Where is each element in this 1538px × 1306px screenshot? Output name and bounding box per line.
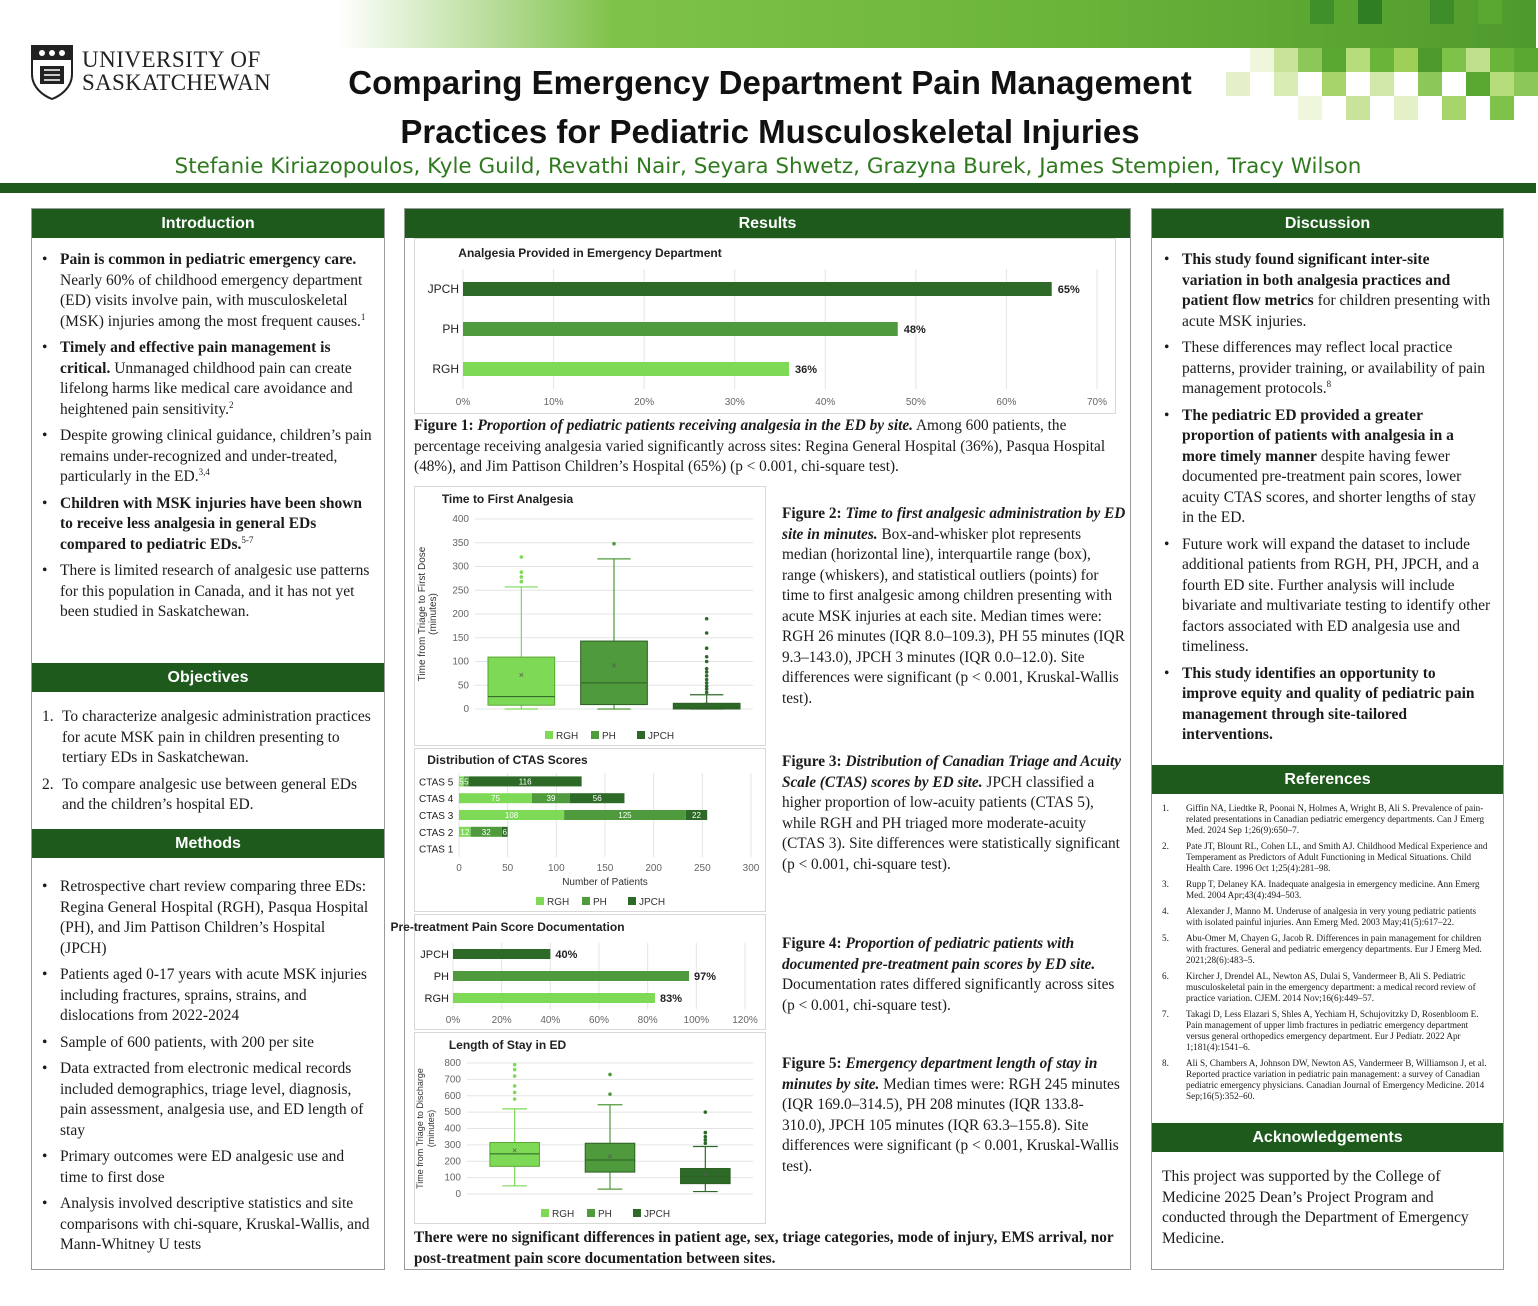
outlier-point — [608, 1092, 612, 1096]
data-label: 6 — [502, 827, 507, 837]
reference-number: 2. — [1162, 841, 1169, 851]
outlier-point — [704, 1138, 708, 1142]
acknowledgements-text: This project was supported by the College of Medicine 2025 Dean’s Project Program and conducted through the Department of Emergency Medicine. — [1162, 1168, 1469, 1247]
list-item: 1. To characterize analgesic administration practices for acute MSK pain in children presenting to tertiary EDs in Saskatchewan. — [42, 708, 371, 766]
outlier-point — [705, 660, 709, 664]
outlier-point — [520, 555, 524, 559]
list-item: • This study identifies an opportunity to improve equity and quality of pediatric pain management through site-tailored interventions. — [1182, 664, 1491, 746]
data-label: 75 — [491, 794, 500, 804]
reference-item — [1162, 1009, 1491, 1053]
data-label: 36% — [795, 364, 818, 376]
discussion-list — [1152, 250, 1503, 746]
outlier-point — [513, 1063, 517, 1067]
chart-title: Length of Stay in ED — [448, 1038, 567, 1052]
methods-list — [32, 877, 384, 1262]
tick-label: 50 — [457, 680, 469, 692]
legend-label: PH — [593, 897, 607, 908]
reference-item — [1162, 971, 1491, 1004]
category-label: RGH — [424, 993, 449, 1005]
legend-swatch — [591, 731, 599, 739]
outlier-point — [705, 681, 709, 685]
outlier-point — [705, 691, 709, 695]
tick-label: 40% — [815, 397, 836, 408]
outlier-point — [704, 1131, 708, 1135]
outlier-point — [705, 655, 709, 659]
tick-label: 120% — [732, 1015, 758, 1026]
bar — [453, 949, 550, 959]
chart-pain-score-documentation — [390, 914, 766, 1030]
results-footer-note: There were no significant differences in patient age, sex, triage categories, mode of injury, EMS arrival, nor post-treatment pain score documentation between sites. — [414, 1229, 1114, 1267]
outlier-point — [704, 1141, 708, 1145]
references-heading: References — [1152, 765, 1503, 794]
data-label: 39 — [546, 794, 556, 804]
tick-label: 0% — [455, 397, 471, 408]
reference-item — [1162, 841, 1491, 874]
legend-label: JPCH — [648, 731, 675, 742]
outlier-point — [513, 1091, 517, 1095]
bar — [453, 993, 655, 1003]
legend-swatch — [545, 731, 553, 739]
crest-icon — [30, 44, 74, 100]
right-column — [1151, 208, 1504, 1270]
outlier-point — [705, 678, 709, 682]
mean-marker: × — [704, 699, 710, 710]
tick-label: 50% — [905, 397, 926, 408]
legend-swatch — [587, 1209, 595, 1217]
category-label: CTAS 5 — [419, 777, 454, 789]
bar — [463, 362, 789, 376]
outlier-point — [705, 674, 709, 678]
outlier-point — [520, 580, 524, 584]
tick-label: 150 — [596, 863, 614, 874]
outlier-point — [705, 667, 709, 671]
tick-label: 250 — [693, 863, 711, 874]
tick-label: 800 — [444, 1058, 461, 1069]
legend-swatch — [541, 1209, 549, 1217]
tick-label: 100% — [683, 1015, 710, 1026]
chart-title: Pre-treatment Pain Score Documentation — [390, 920, 625, 934]
tick-label: 200 — [444, 1156, 461, 1168]
list-item: • Patients aged 0-17 years with acute MSK injuries including fractures, sprains, strains, and dislocations from 2022-2024 — [60, 965, 372, 1027]
list-item: • Analysis involved descriptive statistics and site comparisons with chi-square, Kruskal-Wallis, and Mann-Whitney U tests — [60, 1194, 372, 1256]
reference-text: Rupp T, Delaney KA. Inadequate analgesia in emergency medicine. Ann Emerg Med. 2004 Apr;43(4):494–503. — [1186, 879, 1480, 900]
list-item: • Data extracted from electronic medical records included demographics, triage level, diagnosis, pain assessment, analgesia use, and ED length of stay — [60, 1059, 372, 1141]
legend-label: PH — [602, 731, 616, 742]
list-item: • There is limited research of analgesic use patterns for this population in Canada, and it has not yet been studied in Saskatchewan. — [60, 561, 372, 623]
data-label: 48% — [903, 324, 926, 336]
authors: Stefanie Kiriazopoulos, Kyle Guild, Revathi Nair, Seyara Shwetz, Grazyna Burek, James Stempien, Tracy Wilson — [174, 154, 1362, 179]
introduction-list — [32, 250, 384, 623]
data-label: 116 — [518, 777, 532, 787]
reference-item — [1162, 1058, 1491, 1102]
category-label: CTAS 2 — [419, 827, 454, 839]
axis-label: Time from Triage to Discharge(minutes) — [415, 1068, 436, 1189]
outlier-point — [608, 1073, 612, 1077]
reference-number: 3. — [1162, 879, 1169, 889]
bar — [453, 971, 689, 981]
title-line2: Practices for Pediatric Musculoskeletal Injuries — [400, 113, 1140, 150]
legend-swatch — [628, 897, 636, 905]
reference-number: 7. — [1162, 1009, 1169, 1019]
category-label: JPCH — [427, 282, 459, 296]
category-label: PH — [433, 971, 449, 983]
tick-label: 0 — [456, 863, 462, 874]
legend-swatch — [536, 897, 544, 905]
reference-number: 4. — [1162, 906, 1169, 916]
category-label: PH — [442, 322, 459, 336]
introduction-heading: Introduction — [32, 209, 384, 238]
tick-label: 50 — [502, 863, 514, 874]
results-heading: Results — [405, 209, 1130, 238]
chart-analgesia-provided — [414, 238, 1116, 414]
axis-label: Time from Triage to First Dose(minutes) — [417, 546, 439, 682]
poster-title — [270, 58, 1270, 156]
list-item: • Retrospective chart review comparing three EDs: Regina General Hospital (RGH), Pasqua Hospital (PH), and Jim Pattison Children’s Hospital (JPCH) — [60, 877, 372, 959]
legend-label: RGH — [547, 897, 570, 908]
legend-label: PH — [598, 1209, 612, 1220]
outlier-point — [513, 1068, 517, 1072]
chart-title: Distribution of CTAS Scores — [427, 753, 588, 767]
category-label: CTAS 1 — [419, 844, 454, 856]
figure5-caption: Figure 5: Emergency department length of stay in minutes by site. Median times were: RGH 245 minutes (IQR 169.0–314.5), PH 208 minutes (IQR 133.8-310.0), JPCH 105 minutes (IQR 63.3–155.8). Site differences were significant (p < 0.001, Kruskal-Wallis test). — [782, 1055, 1120, 1175]
objectives-list — [32, 707, 384, 822]
tick-label: 500 — [444, 1107, 461, 1119]
tick-label: 0% — [445, 1015, 461, 1026]
university-name-line2: SASKATCHEWAN — [82, 70, 271, 95]
reference-number: 1. — [1162, 803, 1169, 813]
tick-label: 70% — [1086, 397, 1108, 408]
list-item: • Children with MSK injuries have been shown to receive less analgesia in general EDs compared to pediatric EDs.$^{5-7}$ — [60, 494, 372, 556]
tick-label: 400 — [452, 514, 469, 525]
box — [488, 657, 555, 705]
list-item: • Despite growing clinical guidance, children’s pain remains under-recognized and under-treated, particularly in the ED.$^{3,4}$ — [60, 426, 372, 488]
reference-text: Giffin NA, Liedtke R, Poonai N, Holmes A, Wright B, Ali S. Prevalence of pain-related presentations in Canadian pediatric emergency departments. Can J Emerg Med. 2024 Sep 1;26(9):650–7. — [1186, 803, 1485, 835]
tick-label: 60% — [996, 397, 1017, 408]
data-label: 32 — [481, 827, 491, 837]
left-column — [31, 208, 385, 1270]
title-line1: Comparing Emergency Department Pain Management — [348, 64, 1192, 101]
bar — [463, 282, 1052, 296]
list-item: • Future work will expand the dataset to include additional patients from RGH, PH, JPCH, and a fourth ED site. Further analysis will include bivariate and multivariate testing to identify other factors associated with ED analgesia use and timeliness. — [1182, 535, 1491, 658]
chart-time-to-analgesia — [414, 486, 766, 746]
tick-label: 700 — [444, 1074, 461, 1086]
outlier-point — [704, 1135, 708, 1139]
chart-length-of-stay — [414, 1032, 766, 1224]
outlier-point — [513, 1097, 517, 1101]
legend-swatch — [637, 731, 645, 739]
university-logo — [30, 44, 270, 104]
reference-text: Ali S, Chambers A, Johnson DW, Newton AS, Vandermeer B, Williamson J, et al. Reported practice variation in pediatric pain management: a survey of Canadian pediatric emergency physicians. Canadian Journal of Emergency Medicine. 2014 Sep;16(5):352–60. — [1186, 1058, 1487, 1101]
legend-label: RGH — [556, 731, 579, 742]
tick-label: 40% — [540, 1015, 561, 1026]
data-label: 40% — [555, 949, 578, 961]
outlier-point — [705, 670, 709, 674]
axis-label: Number of Patients — [562, 877, 648, 888]
poster-header — [0, 0, 1536, 188]
category-label: CTAS 3 — [419, 811, 454, 822]
data-label: 108 — [504, 811, 519, 820]
acknowledgements-heading: Acknowledgements — [1152, 1123, 1503, 1152]
data-label: 5 — [464, 777, 469, 787]
tick-label: 10% — [543, 397, 564, 408]
legend-swatch — [633, 1209, 641, 1217]
chart-time-svg — [415, 487, 765, 745]
tick-label: 300 — [742, 863, 760, 874]
reference-item — [1162, 879, 1491, 901]
tick-label: 200 — [452, 609, 469, 620]
chart-ctas-distribution — [414, 748, 766, 912]
legend-swatch — [582, 897, 590, 905]
figure2-caption: Figure 2: Time to first analgesic administration by ED site in minutes. Box-and-whisker plot represents median (horizontal line), interquartile range (box), range (whiskers), and statistical outliers (points) for time to first analgesic among children presenting with acute MSK injuries at each site. Median times were: RGH 26 minutes (IQR 8.0–109.3), PH 55 minutes (IQR 9.3–143.0), JPCH 3 minutes (IQR 0.0–12.0). Site differences were significant (p < 0.001, Kruskal-Wallis test). — [782, 505, 1126, 707]
mean-marker: × — [607, 1151, 613, 1162]
reference-text: Abu-Omer M, Chayen G, Jacob R. Differences in pain management for children with fractures. General and pediatric emergency departments. Eur J Emerg Med. 2021;28(6):483–5. — [1186, 933, 1482, 965]
methods-heading: Methods — [32, 829, 384, 858]
data-label: 97% — [694, 971, 717, 983]
category-label: RGH — [432, 362, 459, 376]
tick-label: 0 — [455, 1189, 461, 1200]
outlier-point — [705, 631, 709, 635]
reference-number: 5. — [1162, 933, 1169, 943]
figure4-caption: Figure 4: Proportion of pediatric patients with documented pre-treatment pain scores by ED site. Documentation rates differed significantly across sites (p < 0.001, chi-square test). — [782, 935, 1115, 1014]
tick-label: 150 — [452, 632, 469, 644]
reference-item — [1162, 933, 1491, 966]
reference-item — [1162, 803, 1491, 836]
tick-label: 300 — [444, 1139, 461, 1151]
header-rule — [0, 183, 1536, 193]
tick-label: 100 — [547, 863, 565, 874]
data-label: 22 — [692, 811, 701, 820]
tick-label: 20% — [634, 397, 655, 408]
reference-number: 6. — [1162, 971, 1169, 981]
list-item: • Sample of 600 patients, with 200 per site — [60, 1033, 372, 1054]
category-label: CTAS 4 — [419, 794, 454, 806]
outlier-point — [705, 646, 709, 650]
tick-label: 30% — [724, 397, 745, 408]
mean-marker: × — [518, 669, 524, 680]
tick-label: 100 — [452, 656, 469, 668]
chart-ctas-svg — [415, 749, 765, 911]
box — [581, 641, 648, 705]
legend-label: RGH — [552, 1209, 575, 1220]
mean-marker: × — [702, 1169, 708, 1180]
university-name-line1: UNIVERSITY OF — [82, 47, 261, 72]
tick-label: 80% — [637, 1015, 658, 1026]
reference-item — [1162, 906, 1491, 928]
tick-label: 400 — [444, 1123, 461, 1135]
reference-text: Takagi D, Less Elazari S, Shles A, Yechiam H, Schujovitzky D, Rosenbloom E. Pain management of upper limb fractures in pediatric emergency department versus general orthopedics emergency department. Eur J Pediatr. 2022 Apr 1;181(4):1541–6. — [1186, 1009, 1479, 1052]
tick-label: 350 — [452, 537, 469, 549]
outlier-point — [705, 684, 709, 688]
mean-marker: × — [512, 1145, 518, 1156]
reference-number: 8. — [1162, 1058, 1169, 1068]
tick-label: 600 — [444, 1090, 461, 1102]
list-item: • Primary outcomes were ED analgesic use and time to first dose — [60, 1147, 372, 1188]
outlier-point — [705, 617, 709, 621]
discussion-heading: Discussion — [1152, 209, 1503, 238]
tick-label: 200 — [645, 863, 663, 874]
chart-los-svg — [415, 1033, 765, 1223]
outlier-point — [520, 575, 524, 579]
list-item: • This study found significant inter-site variation in both analgesia practices and patient flow metrics for children presenting with acute MSK injuries. — [1182, 250, 1491, 332]
tick-label: 60% — [588, 1015, 610, 1026]
legend-label: JPCH — [644, 1209, 671, 1220]
legend-label: JPCH — [639, 897, 666, 908]
mean-marker: × — [611, 660, 617, 671]
category-label: JPCH — [420, 949, 449, 961]
bar — [463, 322, 898, 336]
outlier-point — [513, 1084, 517, 1088]
list-item: • Timely and effective pain management is critical. Unmanaged childhood pain can create lifelong harms like medical care avoidance and heightened pain sensitivity.$^2$ — [60, 338, 372, 420]
outlier-point — [520, 570, 524, 574]
figure3-caption: Figure 3: Distribution of Canadian Triage and Acuity Scale (CTAS) scores by ED site. JPCH classified a higher proportion of low-acuity patients (CTAS 5), while RGH and PH triaged more moderate-acuity (CTAS 3). Site differences were statistically significant (p < 0.001, chi-square test). — [782, 753, 1121, 873]
reference-text: Alexander J, Manno M. Underuse of analgesia in very young pediatric patients with isolated painful injuries. Ann Emerg Med. 2003 May;41(5):617–22. — [1186, 906, 1477, 927]
data-label: 5 — [459, 777, 464, 787]
outlier-point — [513, 1074, 517, 1078]
figure1-caption: Figure 1: Proportion of pediatric patients receiving analgesia in the ED by site. Among 600 patients, the percentage receiving analgesia varied significantly across sites: Regina General Hospital (36%), Pasqua Hospital (48%), and Jim Pattison Children’s Hospital (65%) (p < 0.001, chi-square test). — [414, 417, 1106, 475]
tick-label: 300 — [452, 561, 469, 573]
data-label: 125 — [618, 811, 632, 820]
list-item: • These differences may reflect local practice patterns, provider training, or availability of pain management protocols.$^8$ — [1182, 338, 1491, 400]
reference-text: Pate JT, Blount RL, Cohen LL, and Smith AJ. Childhood Medical Experience and Temperament as Predictors of Adult Functioning in Medical Situations. Child Health Care. 1996 Oct 1;25(4):281–98. — [1186, 841, 1488, 873]
objectives-heading: Objectives — [32, 663, 384, 692]
list-item: 2. To compare analgesic use between general EDs and the children’s hospital ED. — [42, 775, 358, 813]
tick-label: 20% — [491, 1015, 512, 1026]
tick-label: 100 — [444, 1172, 461, 1184]
references-list — [1152, 803, 1503, 1107]
chart-title: Analgesia Provided in Emergency Department — [458, 246, 722, 260]
outlier-point — [612, 542, 616, 546]
data-label: 65% — [1057, 284, 1080, 296]
data-label: 56 — [592, 794, 602, 804]
list-item: • The pediatric ED provided a greater proportion of patients with analgesia in a more timely manner despite having fewer documented pre-treatment pain scores, lower acuity CTAS scores, and shorter lengths of stay in the ED. — [1182, 406, 1491, 529]
outlier-point — [704, 1110, 708, 1114]
chart-title: Time to First Analgesia — [441, 492, 574, 506]
data-label: 83% — [659, 993, 682, 1005]
tick-label: 250 — [452, 585, 469, 597]
reference-text: Kircher J, Drendel AL, Newton AS, Dulai S, Vandermeer B, Ali S. Pediatric musculoskeletal pain in the emergency department: a medical record review of practice variation. CJEM. 2014 Nov;16(6):449–57. — [1186, 971, 1476, 1003]
tick-label: 0 — [463, 704, 469, 715]
chart-analgesia-svg — [415, 239, 1115, 413]
chart-pain-svg — [390, 915, 765, 1029]
list-item: • Pain is common in pediatric emergency care. Nearly 60% of childhood emergency department (ED) visits involve pain, with musculoskeletal (MSK) injuries among the most frequent causes.$^1$ — [60, 250, 372, 332]
data-label: 12 — [460, 827, 470, 837]
